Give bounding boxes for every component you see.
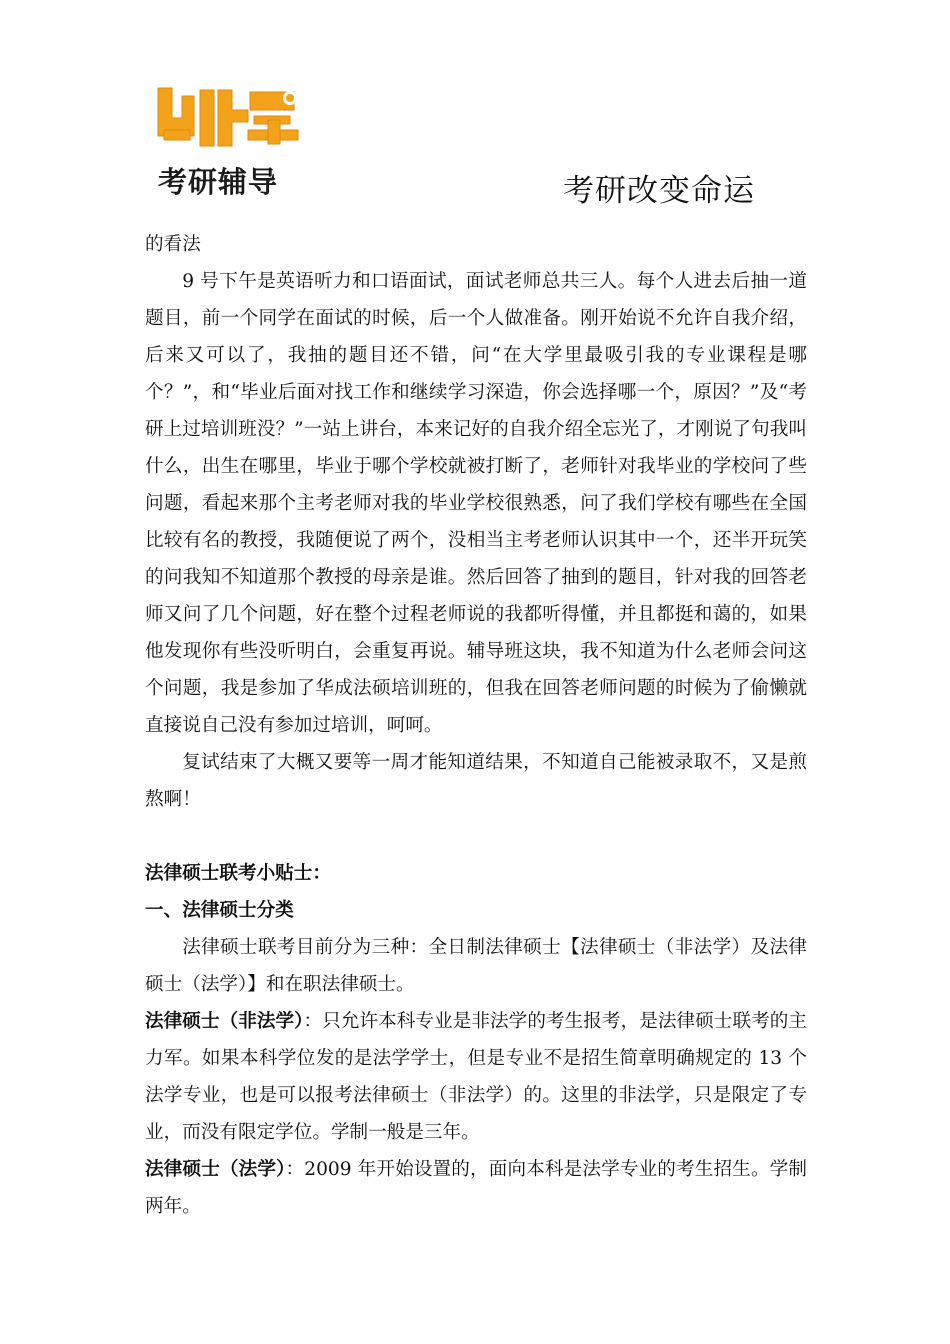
term-label: 法律硕士（非法学） [145, 1011, 304, 1032]
section-heading: 一、法律硕士分类 [145, 900, 294, 921]
term-text: ：2009 年开始设置的，面向本科是法学专业的考生招生。学制两年。 [145, 1159, 808, 1217]
logo-subtitle: 考研辅导 [158, 165, 279, 199]
paragraph-non-law [145, 1003, 807, 1151]
paragraph-interview: 9 号下午是英语听力和口语面试，面试老师总共三人。每个人进去后抽一道题目，前一个同学在面试的时候，后一个人做准备。刚开始说不允许自我介绍，后来又可以了，我抽的题目还不错，问“在大学里最吸引我的专业课程是哪个？”，和“毕业后面对找工作和继续学习深造，你会选择哪一个，原因？”及“考研上过培训班没？”一站上讲台，本来记好的自我介绍全忘光了，才刚说了句我叫什么，出生在哪里，毕业于哪个学校就被打断了，老师针对我毕业的学校问了些问题，看起来那个主考老师对我的毕业学校很熟悉，问了我们学校有哪些在全国比较有名的教授，我随便说了两个，没相当主考老师认识其中一个，还半开玩笑的问我知不知道那个教授的母亲是谁。然后回答了抽到的题目，针对我的回答老师又问了几个问题，好在整个过程老师说的我都听得懂，并且都挺和蔼的，如果他发现你有些没听明白，会重复再说。辅导班这块，我不知道为什么老师会问这个问题，我是参加了华成法硕培训班的，但我在回答老师问题的时候为了偷懒就直接说自己没有参加过培训，呵呵。 [145, 271, 807, 736]
paragraph-continuation: 的看法 [145, 234, 201, 255]
term-label: 法律硕士（法学） [145, 1159, 286, 1180]
tips-heading: 法律硕士联考小贴士： [145, 863, 331, 884]
kaicheng-logo-mark [150, 80, 310, 160]
paragraph-result: 复试结束了大概又要等一周才能知道结果，不知道自己能被录取不，又是煎熬啊！ [145, 752, 807, 810]
slogan: 考研改变命运 [563, 173, 755, 209]
paragraph-law [145, 1151, 807, 1225]
term-text: ：只允许本科专业是非法学的考生报考，是法律硕士联考的主力军。如果本科学位发的是法学学士，但是专业不是招生简章明确规定的 13 个法学专业，也是可以报考法律硕士（非法学）的。这里的非法学，只是限定了专业，而没有限定学位。学制一般是三年。 [145, 1011, 807, 1143]
article-body [145, 226, 807, 1225]
paragraph-categories: 法律硕士联考目前分为三种：全日制法律硕士【法律硕士（非法学）及法律硕士（法学）】和在职法律硕士。 [145, 937, 807, 995]
spacer [145, 818, 807, 855]
